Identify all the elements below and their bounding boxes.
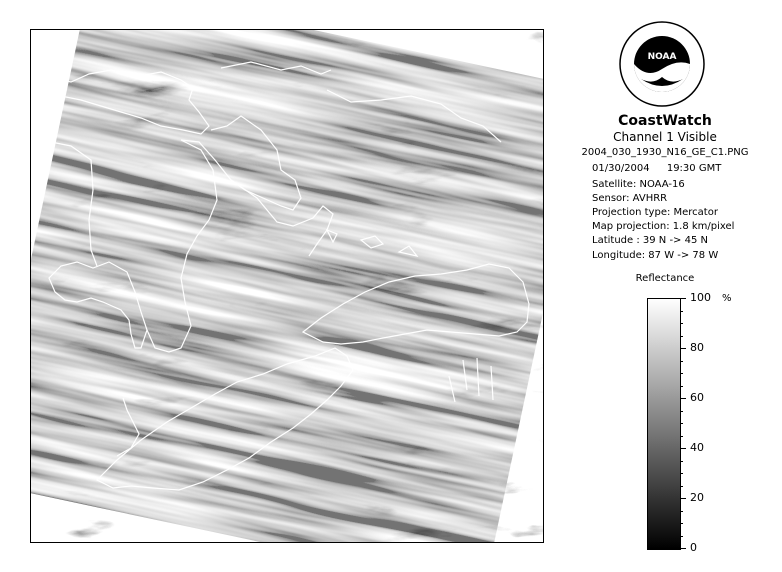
reflectance-colorbar <box>647 298 681 550</box>
date-time <box>592 162 735 175</box>
colorbar-tick-label: 60 <box>690 391 704 404</box>
filename: 2004_030_1930_N16_GE_C1.PNG <box>581 147 749 158</box>
colorbar-tick <box>680 361 683 362</box>
colorbar-tick <box>680 436 683 437</box>
title: CoastWatch <box>618 113 712 129</box>
colorbar-tick-label: 0 <box>690 541 697 554</box>
noaa-logo <box>619 21 705 107</box>
latitude: Latitude : 39 N -> 45 N <box>592 235 708 246</box>
colorbar-tick <box>680 523 683 524</box>
colorbar-tick <box>680 548 686 549</box>
colorbar-tick <box>680 486 683 487</box>
colorbar-tick <box>680 323 683 324</box>
colorbar-tick <box>680 348 686 349</box>
colorbar-tick <box>680 398 686 399</box>
colorbar-tick-label: 40 <box>690 441 704 454</box>
colorbar-tick-label: 100 <box>690 291 711 304</box>
colorbar-tick <box>680 336 683 337</box>
satellite-image <box>30 29 544 543</box>
satellite: Satellite: NOAA-16 <box>592 179 685 190</box>
date: 01/30/2004 <box>592 163 650 174</box>
colorbar-tick <box>680 373 683 374</box>
colorbar-label: Reflectance <box>635 273 695 284</box>
logo-center-text: NOAA <box>647 52 677 62</box>
subtitle: Channel 1 Visible <box>613 130 717 144</box>
satellite-map <box>31 30 543 542</box>
colorbar-tick <box>680 461 683 462</box>
map-projection: Map projection: 1.8 km/pixel <box>592 221 735 232</box>
longitude: Longitude: 87 W -> 78 W <box>592 250 719 261</box>
colorbar-tick <box>680 386 683 387</box>
colorbar-tick <box>680 298 686 299</box>
colorbar-tick <box>680 498 686 499</box>
colorbar-unit: % <box>722 293 732 304</box>
time: 19:30 GMT <box>666 163 722 174</box>
colorbar-tick <box>680 511 683 512</box>
cloud-streaks <box>31 30 543 542</box>
colorbar-tick <box>680 311 683 312</box>
colorbar-tick <box>680 448 686 449</box>
sensor: Sensor: AVHRR <box>592 193 668 204</box>
colorbar-tick <box>680 411 683 412</box>
projection-type: Projection type: Mercator <box>592 207 718 218</box>
colorbar-tick <box>680 423 683 424</box>
colorbar-tick <box>680 536 683 537</box>
colorbar-tick-label: 20 <box>690 491 704 504</box>
colorbar-tick-label: 80 <box>690 341 704 354</box>
colorbar-tick <box>680 473 683 474</box>
